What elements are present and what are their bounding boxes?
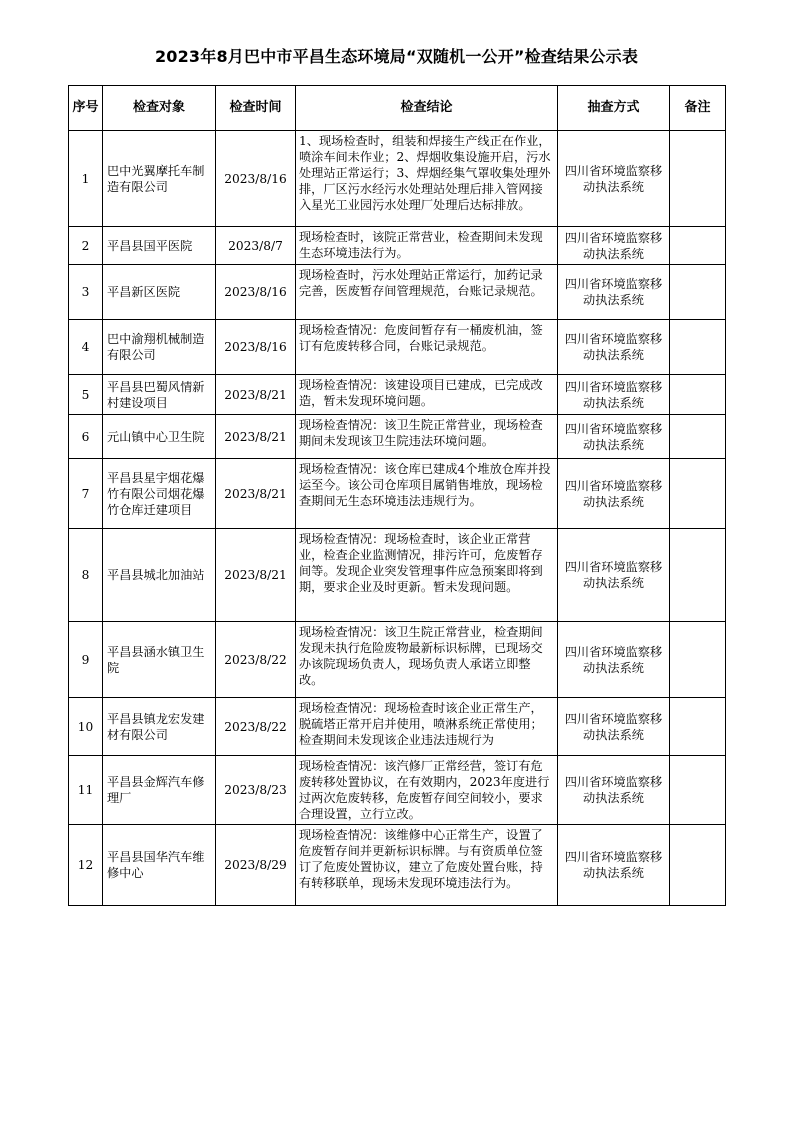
row-date: 2023/8/21: [216, 529, 296, 622]
row-date: 2023/8/23: [216, 756, 296, 825]
row-note: [670, 459, 726, 529]
row-conclusion-text: 现场检查情况：该汽修厂正常经营，签订有危废转移处置协议，在有效期内，2023年度进行过两次危废转移，危废暂存间空间较小，要求合理设置，立行立改。: [299, 759, 550, 821]
row-method: 四川省环境监察移动执法系统: [558, 131, 670, 227]
table-row: [69, 131, 726, 227]
row-object-text: 巴中渝翔机械制造有限公司: [107, 332, 205, 362]
row-index: 3: [69, 265, 103, 320]
row-conclusion-text: 现场检查情况：该建设项目已建成，已完成改造，暂未发现环境问题。: [299, 378, 543, 408]
row-note: [670, 756, 726, 825]
table-row: [69, 320, 726, 375]
table-row: [69, 825, 726, 906]
inspection-results-table: [68, 85, 726, 906]
row-method: 四川省环境监察移动执法系统: [558, 529, 670, 622]
table-row: [69, 459, 726, 529]
row-conclusion: [296, 265, 558, 320]
page-title: 2023年8月巴中市平昌生态环境局“双随机一公开”检查结果公示表: [154, 47, 639, 66]
row-object: [103, 320, 216, 375]
row-date: 2023/8/16: [216, 265, 296, 320]
row-index: 12: [69, 825, 103, 906]
header-conclusion: 检查结论: [296, 86, 558, 131]
row-index: 11: [69, 756, 103, 825]
row-index: 7: [69, 459, 103, 529]
row-conclusion-text: 现场检查情况：该仓库已建成4个堆放仓库并投运至今。该公司仓库项目属销售堆放，现场检查期间无生态环境违法违规行为。: [299, 462, 551, 508]
row-note: [670, 227, 726, 265]
row-method: 四川省环境监察移动执法系统: [558, 415, 670, 459]
row-conclusion: [296, 459, 558, 529]
row-object: [103, 825, 216, 906]
row-note: [670, 375, 726, 415]
row-date: 2023/8/29: [216, 825, 296, 906]
row-method: 四川省环境监察移动执法系统: [558, 227, 670, 265]
row-date: 2023/8/22: [216, 622, 296, 698]
row-conclusion: [296, 698, 558, 756]
row-conclusion: [296, 529, 558, 622]
row-date: 2023/8/16: [216, 320, 296, 375]
row-note: [670, 131, 726, 227]
table-row: [69, 698, 726, 756]
table-row: [69, 529, 726, 622]
row-object: [103, 265, 216, 320]
row-conclusion-text: 现场检查时，污水处理站正常运行，加药记录完善，医废暂存间管理规范，台账记录规范。: [299, 268, 543, 298]
row-conclusion: [296, 415, 558, 459]
row-note: [670, 825, 726, 906]
row-method: 四川省环境监察移动执法系统: [558, 622, 670, 698]
row-index: 2: [69, 227, 103, 265]
row-object: [103, 227, 216, 265]
row-object-text: 元山镇中心卫生院: [107, 429, 205, 444]
table-row: [69, 415, 726, 459]
row-note: [670, 698, 726, 756]
row-conclusion: [296, 825, 558, 906]
row-conclusion-text: 现场检查情况：现场检查时该企业正常生产，脱硫塔正常开启并使用，喷淋系统正常使用；检查期间未发现该企业违法违规行为: [299, 701, 543, 747]
row-object-text: 平昌县金辉汽车修理厂: [107, 775, 205, 805]
row-date: 2023/8/16: [216, 131, 296, 227]
row-object: [103, 375, 216, 415]
row-method: 四川省环境监察移动执法系统: [558, 320, 670, 375]
row-conclusion: [296, 375, 558, 415]
row-conclusion: [296, 320, 558, 375]
row-index: 1: [69, 131, 103, 227]
row-conclusion-text: 现场检查情况：危废间暂存有一桶废机油，签订有危废转移合同，台账记录规范。: [299, 323, 543, 353]
header-object: 检查对象: [103, 86, 216, 131]
table-header-row: [69, 86, 726, 131]
header-index: 序号: [69, 86, 103, 131]
row-date: 2023/8/21: [216, 415, 296, 459]
row-date: 2023/8/7: [216, 227, 296, 265]
row-date: 2023/8/21: [216, 375, 296, 415]
row-index: 5: [69, 375, 103, 415]
row-method: 四川省环境监察移动执法系统: [558, 825, 670, 906]
row-object-text: 平昌县国平医院: [107, 238, 193, 253]
table-row: [69, 375, 726, 415]
row-object-text: 平昌新区医院: [107, 285, 181, 299]
row-index: 4: [69, 320, 103, 375]
table-row: [69, 622, 726, 698]
row-conclusion-text: 1、现场检查时，组装和焊接生产线正在作业，喷涂车间未作业；2、焊烟收集设施开启，污水处理站正常运行；3、焊烟经集气罩收集处理外排，厂区污水经污水处理站处理后排入管网接入星光工业园污水处理厂处理后达标排放。: [299, 134, 551, 212]
row-object-text: 平昌县国华汽车维修中心: [107, 850, 205, 880]
row-object-text: 平昌县涵水镇卫生院: [107, 644, 205, 675]
row-note: [670, 265, 726, 320]
header-method: 抽查方式: [558, 86, 670, 131]
row-object: [103, 459, 216, 529]
row-method: 四川省环境监察移动执法系统: [558, 698, 670, 756]
row-index: 10: [69, 698, 103, 756]
row-conclusion-text: 现场检查时，该院正常营业，检查期间未发现生态环境违法行为。: [299, 230, 543, 260]
row-conclusion: [296, 227, 558, 265]
row-method: 四川省环境监察移动执法系统: [558, 265, 670, 320]
row-method: 四川省环境监察移动执法系统: [558, 756, 670, 825]
header-date: 检查时间: [216, 86, 296, 131]
row-object-text: 平昌县镇龙宏发建材有限公司: [107, 711, 205, 742]
row-date: 2023/8/22: [216, 698, 296, 756]
row-object-text: 平昌县星宇烟花爆竹有限公司烟花爆竹仓库迁建项目: [107, 470, 205, 517]
row-object: [103, 622, 216, 698]
header-note: 备注: [670, 86, 726, 131]
table-row: [69, 756, 726, 825]
row-index: 6: [69, 415, 103, 459]
row-conclusion-text: 现场检查情况：该卫生院正常营业，检查期间发现未执行危险废物最新标识标牌，已现场交办该院现场负责人，现场负责人承诺立即整改。: [299, 625, 543, 687]
row-object: [103, 131, 216, 227]
row-object-text: 巴中光翼摩托车制造有限公司: [107, 163, 205, 194]
row-conclusion: [296, 131, 558, 227]
row-method: 四川省环境监察移动执法系统: [558, 375, 670, 415]
row-index: 9: [69, 622, 103, 698]
table-row: [69, 227, 726, 265]
row-object-text: 平昌县城北加油站: [107, 568, 205, 582]
row-object-text: 平昌县巴蜀风情新村建设项目: [107, 379, 205, 410]
row-date: 2023/8/21: [216, 459, 296, 529]
row-conclusion: [296, 756, 558, 825]
row-note: [670, 320, 726, 375]
row-note: [670, 415, 726, 459]
row-conclusion-text: 现场检查情况：现场检查时，该企业正常营业，检查企业监测情况，排污许可，危废暂存间等。发现企业突发管理事件应急预案即将到期，要求企业及时更新。暂未发现问题。: [299, 532, 543, 594]
row-conclusion-text: 现场检查情况：该维修中心正常生产，设置了危废暂存间并更新标识标牌。与有资质单位签订了危废处置协议，建立了危废处置台账，持有转移联单，现场未发现环境违法行为。: [299, 828, 543, 890]
row-method: 四川省环境监察移动执法系统: [558, 459, 670, 529]
table-row: [69, 265, 726, 320]
row-object: [103, 415, 216, 459]
row-object: [103, 756, 216, 825]
row-note: [670, 622, 726, 698]
row-conclusion: [296, 622, 558, 698]
row-conclusion-text: 现场检查情况：该卫生院正常营业，现场检查期间未发现该卫生院违法环境问题。: [299, 418, 543, 448]
row-index: 8: [69, 529, 103, 622]
row-object: [103, 529, 216, 622]
row-object: [103, 698, 216, 756]
row-note: [670, 529, 726, 622]
